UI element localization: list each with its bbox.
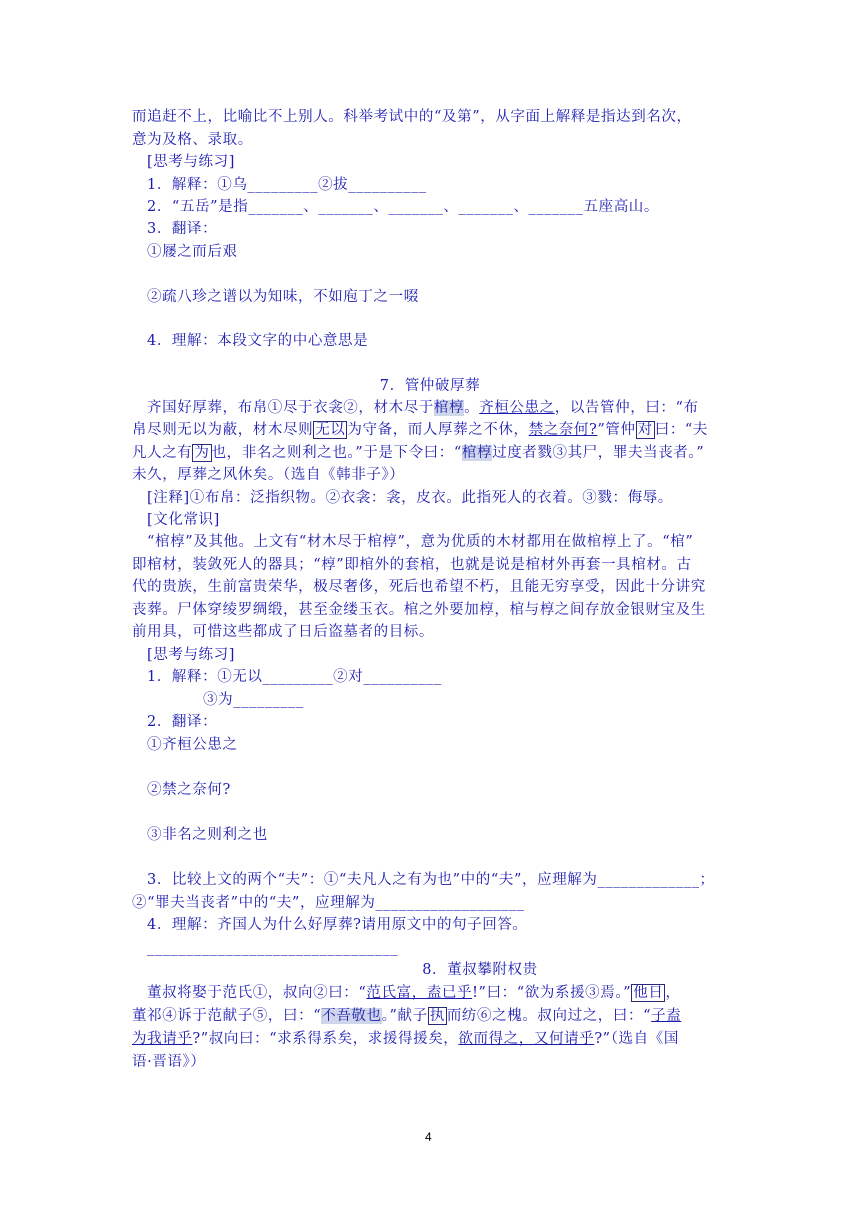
intro-line: 而追赶不上，比喻比不上别人。科举考试中的“及第”，从字面上解释是指达到名次， (132, 109, 692, 125)
section-title: 7．管仲破厚葬 (379, 378, 481, 394)
exercise-item: ③为_________ (203, 692, 304, 708)
section-title: 8．董叔攀附权贵 (422, 962, 538, 978)
passage-line: 齐国好厚葬，布帛①尽于衣衾②，材木尽于棺椁。齐桓公患之，以告管仲，曰：“布 (147, 400, 699, 416)
culture-line: 丧葬。尸体穿绫罗绸缎，甚至金缕玉衣。棺之外要加椁，棺与椁之间存放金银财宝及生 (132, 602, 706, 618)
passage-line: 董祁④诉于范献子⑤，曰：“不吾敬也。”献子 执 而纺⑥之槐。叔向过之，曰：“子盍 (132, 1008, 682, 1024)
exercise-heading: [思考与练习] (147, 154, 236, 170)
passage-line: 未久，厚葬之风休矣。（选自《韩非子》） (132, 467, 405, 483)
culture-heading: [文化常识] (147, 512, 220, 528)
culture-line: 前用具，可惜这些都成了日后盗墓者的目标。 (132, 624, 434, 640)
exercise-item: 3．比较上文的两个“夫”：①“夫凡人之有为也”中的“夫”，应理解为_____________； (147, 872, 715, 888)
passage-line: 语·晋语》） (132, 1054, 206, 1070)
exercise-item: 1．解释：①无以_________②对__________ (147, 669, 442, 685)
culture-line: “棺椁”及其他。上文有“材木尽于棺椁”，意为优质的木材都用在做棺椁上了。“棺” (147, 534, 694, 550)
passage-line: 帛尽则无以为蔽，材木尽则 无以 为守备，而人厚葬之不休，禁之奈何?”管仲 对 曰：“夫 (132, 422, 709, 438)
culture-line: 代的贵族，生前富贵荣华，极尽奢侈，死后也希望不朽，且能无穷享受，因此十分讲究 (132, 579, 706, 595)
exercise-heading: [思考与练习] (147, 647, 236, 663)
page-number: 4 (425, 1130, 432, 1144)
passage-line: 凡人之有 为 也，非名之则利之也。”于是下令曰：“棺椁过度者戮③其尸，罪夫当丧者。” (132, 445, 705, 461)
passage-line: 董叔将娶于范氏①，叔向②曰：“范氏富，盍已乎!”曰：“欲为系援③焉。” 他日 ， (147, 985, 681, 1001)
exercise-item: 2．翻译： (147, 714, 218, 730)
culture-line: 即棺材，装敛死人的器具；“椁”即棺外的套棺，也就是说是棺材外再套一具棺材。古 (132, 557, 692, 573)
exercise-item: ①齐桓公患之 (147, 737, 238, 753)
passage-line: 为我请乎?”叔向曰：“求系得系矣，求援得援矣，欲而得之，又何请乎?”（选自《国 (132, 1031, 679, 1047)
intro-line: 意为及格、录取。 (132, 132, 253, 148)
exercise-item: ①屦之而后艰 (147, 244, 238, 260)
exercise-item: ②疏八珍之谱以为知味，不如庖丁之一啜 (147, 289, 419, 305)
exercise-item: ②禁之奈何? (147, 782, 231, 798)
exercise-item: 2．“五岳”是指_______、_______、_______、_______、_______五座高山。 (147, 199, 659, 215)
exercise-item: 4．理解：本段文字的中心意思是 (147, 333, 369, 349)
answer-line: ________________________________ (147, 940, 399, 956)
annotation: [注释]①布帛：泛指织物。②衣衾：衾，皮衣。此指死人的衣着。③戮：侮辱。 (147, 490, 673, 506)
exercise-item: ③非名之则利之也 (147, 827, 268, 843)
exercise-item: 1．解释：①乌_________②拔__________ (147, 177, 427, 193)
exercise-item: 4．理解：齐国人为什么好厚葬?请用原文中的句子回答。 (147, 917, 528, 933)
exercise-item: ②“罪夫当丧者”中的“夫”，应理解为___________________ (132, 895, 525, 911)
exercise-item: 3．翻译： (147, 221, 218, 237)
